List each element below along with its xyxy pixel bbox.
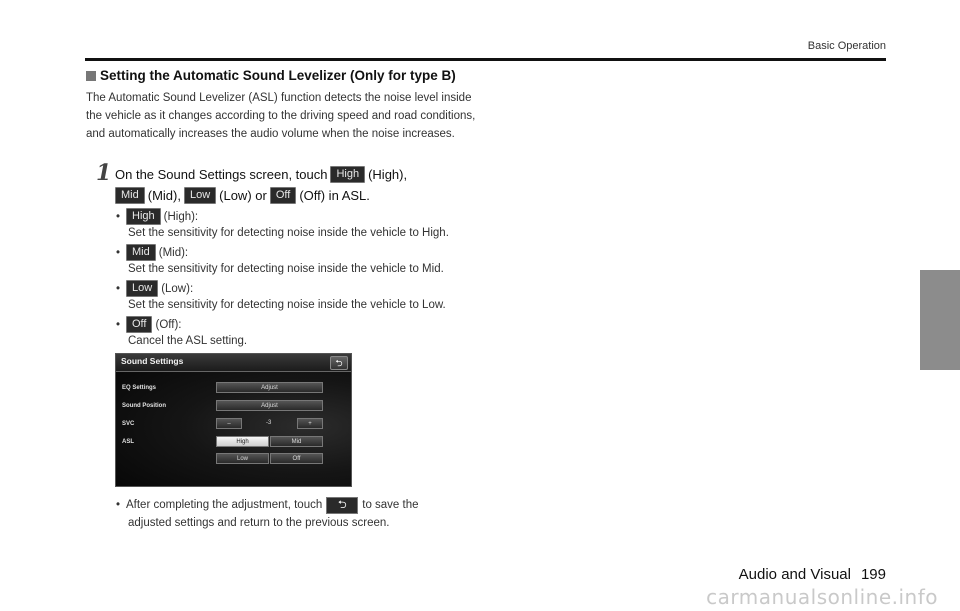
bullet-head <box>116 244 444 261</box>
footer <box>739 566 886 583</box>
step-text: On the Sound Settings screen, touch <box>115 167 328 182</box>
bullet-dot: • <box>116 318 121 331</box>
svc-plus-button[interactable]: + <box>297 418 323 429</box>
off-button-chip[interactable]: Off <box>126 316 152 333</box>
section-title <box>86 68 456 83</box>
asl-off-button[interactable]: Off <box>270 453 323 464</box>
header-section-label: Basic Operation <box>807 40 886 52</box>
bullet-suffix: (Off): <box>155 318 182 331</box>
bullet-mid <box>116 244 444 275</box>
title-square-marker <box>86 71 96 81</box>
bullet-head <box>116 208 449 225</box>
high-button-chip[interactable]: High <box>126 208 161 225</box>
bullet-desc: Cancel the ASL setting. <box>128 335 248 347</box>
bullet-suffix: (Mid): <box>158 246 189 259</box>
low-button-chip[interactable]: Low <box>126 280 158 297</box>
bullet-desc: Set the sensitivity for detecting noise inside the vehicle to High. <box>128 227 449 239</box>
bullet-head <box>116 316 247 333</box>
bullet-off <box>116 316 247 347</box>
intro-paragraph: The Automatic Sound Levelizer (ASL) function detects the noise level inside the vehicle as it changes according to the driving speed and road conditions, and automatically increases the audio volume when the noise increases. <box>86 92 476 140</box>
bullet-desc: Set the sensitivity for detecting noise inside the vehicle to Low. <box>128 299 446 311</box>
mid-button-chip[interactable]: Mid <box>126 244 156 261</box>
after-text: After completing the adjustment, touch <box>126 499 323 511</box>
position-adjust-button[interactable]: Adjust <box>216 400 323 411</box>
bullet-low <box>116 280 446 311</box>
low-button-chip[interactable]: Low <box>184 187 216 204</box>
step-text: (Mid), <box>147 188 181 203</box>
after-note-line-2: adjusted settings and return to the previous screen. <box>128 517 390 529</box>
page-number: 199 <box>860 566 886 583</box>
svc-minus-button[interactable]: – <box>216 418 242 429</box>
step-line-1 <box>115 166 407 183</box>
asl-high-button[interactable]: High <box>216 436 269 447</box>
step-text: (Low) or <box>219 188 267 203</box>
step-number: 1 <box>96 160 112 186</box>
watermark: carmanualsonline.info <box>706 585 938 609</box>
after-note <box>116 496 419 532</box>
bullet-high <box>116 208 449 239</box>
step-text: (Off) in ASL. <box>299 188 370 203</box>
section-title-text: Setting the Automatic Sound Levelizer (Only for type B) <box>100 68 456 83</box>
bullet-dot: • <box>116 210 121 223</box>
step-line-2 <box>115 187 370 204</box>
chapter-side-tab <box>920 270 960 370</box>
after-text: to save the <box>362 499 419 511</box>
ui-title: Sound Settings <box>121 356 184 366</box>
asl-mid-button[interactable]: Mid <box>270 436 323 447</box>
back-icon[interactable]: ⮌ <box>330 356 348 370</box>
step-text: (High), <box>368 167 408 182</box>
svc-value: -3 <box>266 420 272 426</box>
ui-label-svc: SVC <box>122 421 135 427</box>
eq-adjust-button[interactable]: Adjust <box>216 382 323 393</box>
off-button-chip[interactable]: Off <box>270 187 296 204</box>
high-button-chip[interactable]: High <box>330 166 365 183</box>
bullet-dot: • <box>116 246 121 259</box>
bullet-suffix: (Low): <box>161 282 194 295</box>
ui-label-sound-position: Sound Position <box>122 403 166 409</box>
ui-label-eq-settings: EQ Settings <box>122 385 157 391</box>
sound-settings-screenshot <box>115 353 352 487</box>
footer-chapter: Audio and Visual <box>738 566 851 583</box>
ui-titlebar <box>116 354 351 372</box>
bullet-suffix: (High): <box>163 210 199 223</box>
bullet-dot: • <box>116 499 121 511</box>
asl-low-button[interactable]: Low <box>216 453 269 464</box>
bullet-dot: • <box>116 282 121 295</box>
bullet-desc: Set the sensitivity for detecting noise inside the vehicle to Mid. <box>128 263 444 275</box>
after-note-line-1 <box>116 496 419 514</box>
header-rule <box>85 58 886 61</box>
mid-button-chip[interactable]: Mid <box>115 187 145 204</box>
ui-label-asl: ASL <box>122 439 134 445</box>
bullet-head <box>116 280 446 297</box>
back-icon[interactable]: ⮌ <box>326 497 358 514</box>
